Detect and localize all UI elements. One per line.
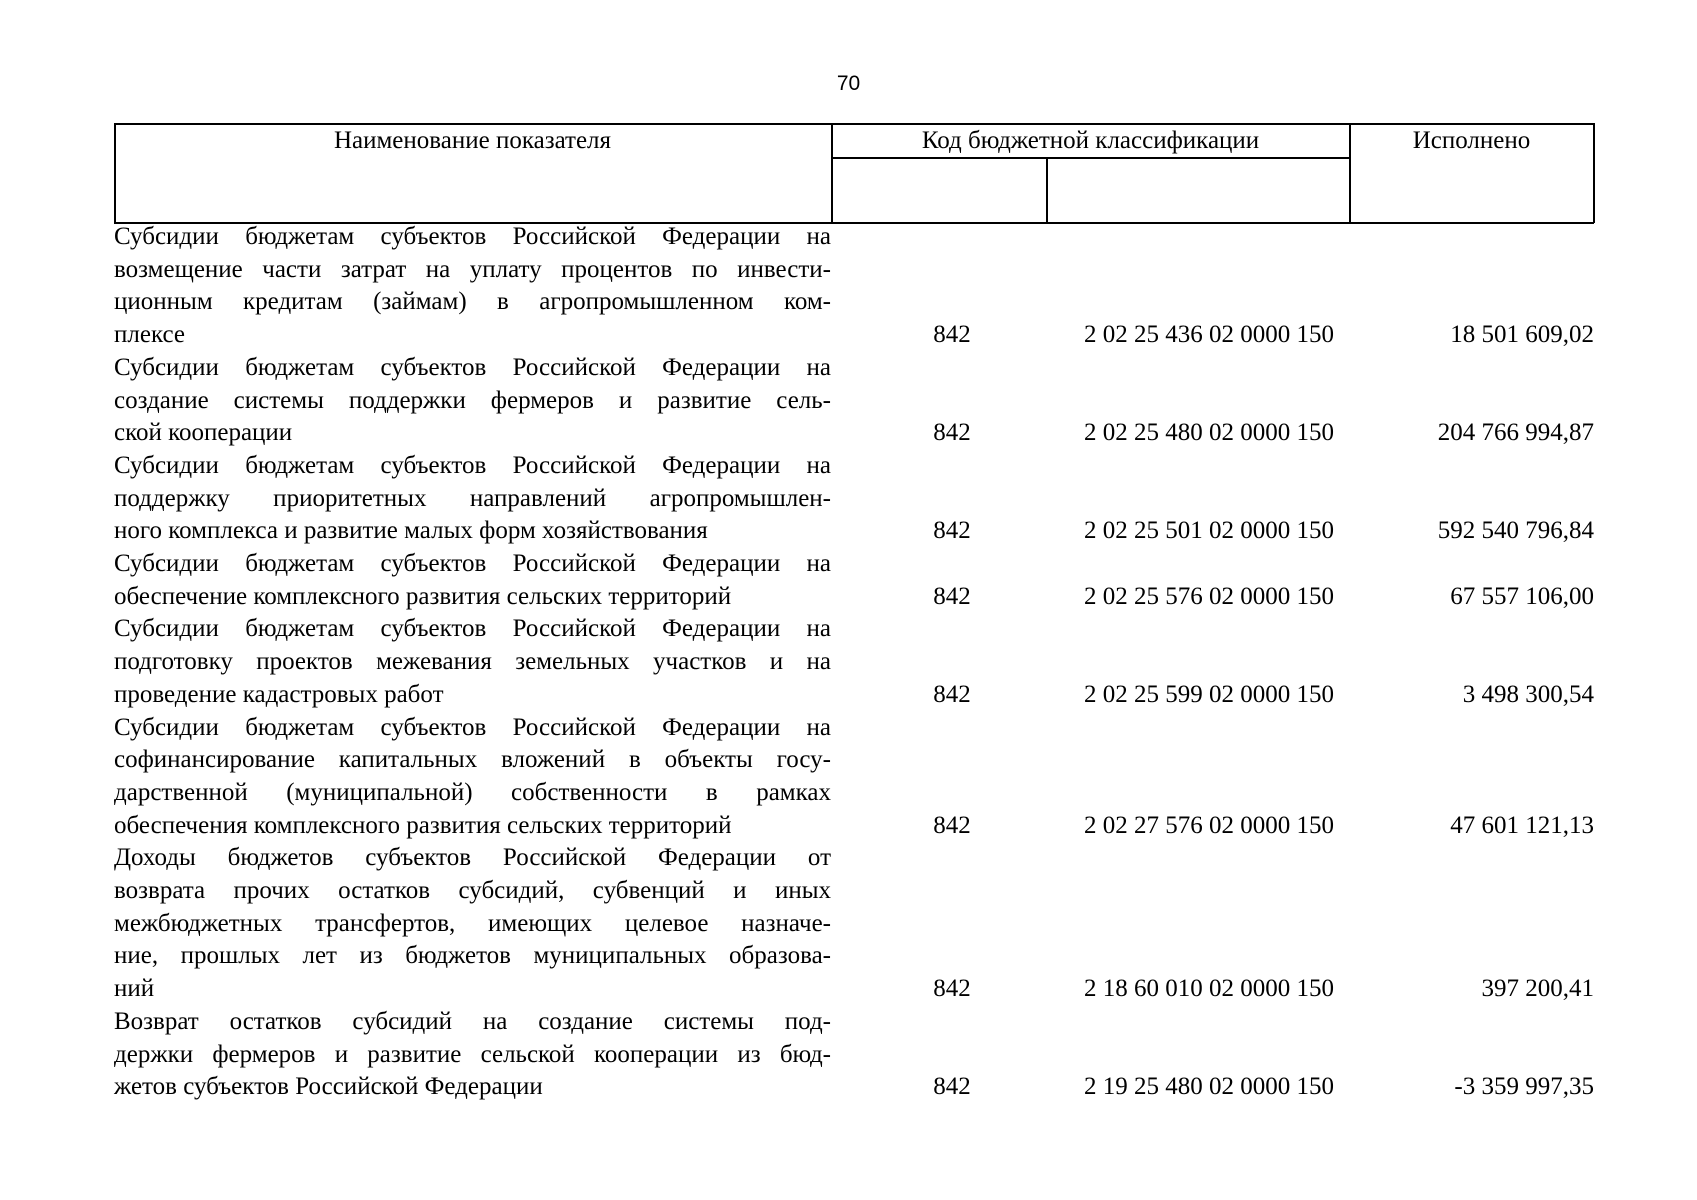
executed-amount: 18 501 609,02: [1450, 321, 1594, 349]
indicator-name-line: возврата прочих остатков субсидий, субвенций и иных: [114, 877, 831, 905]
indicator-name-line: держки фермеров и развитие сельской кооперации из бюд-: [114, 1040, 831, 1068]
header-border-top: [114, 123, 1594, 125]
indicator-name-line: жетов субъектов Российской Федерации: [114, 1073, 543, 1101]
executed-amount: 3 498 300,54: [1462, 680, 1594, 708]
indicator-name-line: ний: [114, 975, 155, 1003]
indicator-name: [114, 352, 831, 450]
admin-code: 842: [933, 680, 971, 708]
indicator-name-line: обеспечения комплексного развития сельских территорий: [114, 811, 732, 839]
header-divider-code-sub: [1046, 157, 1048, 223]
executed-amount: 592 540 796,84: [1437, 517, 1594, 545]
indicator-name-line: возмещение части затрат на уплату процентов по инвести-: [114, 255, 831, 283]
admin-code: 842: [933, 517, 971, 545]
budget-classification-code: 2 19 25 480 02 0000 150: [1084, 1073, 1334, 1101]
indicator-name-line: ние, прошлых лет из бюджетов муниципальных образова-: [114, 942, 831, 970]
indicator-name-line: софинансирование капитальных вложений в объекты госу-: [114, 746, 831, 774]
admin-code: 842: [933, 321, 971, 349]
indicator-name: [114, 221, 831, 352]
indicator-name-line: Субсидии бюджетам субъектов Российской Федерации на: [114, 550, 831, 578]
executed-amount: 204 766 994,87: [1437, 419, 1594, 447]
indicator-name-line: дарственной (муниципальной) собственности в рамках: [114, 778, 831, 806]
indicator-name-line: Субсидии бюджетам субъектов Российской Федерации на: [114, 451, 831, 479]
indicator-name: [114, 1006, 831, 1104]
admin-code: 842: [933, 811, 971, 839]
budget-classification-code: 2 02 27 576 02 0000 150: [1084, 811, 1334, 839]
indicator-name-line: создание системы поддержки фермеров и развитие сель-: [114, 386, 831, 414]
indicator-name: [114, 712, 831, 843]
indicator-name-line: обеспечение комплексного развития сельских территорий: [114, 582, 732, 610]
indicator-name-line: поддержку приоритетных направлений агропромышлен-: [114, 484, 831, 512]
table-row: [114, 613, 1594, 711]
table-row: [114, 450, 1594, 548]
indicator-name: [114, 548, 831, 613]
table-row: [114, 712, 1594, 843]
table-body: [114, 221, 1594, 1104]
indicator-name-line: подготовку проектов межевания земельных участков и на: [114, 648, 831, 676]
indicator-name-line: Субсидии бюджетам субъектов Российской Федерации на: [114, 713, 831, 741]
budget-classification-code: 2 02 25 480 02 0000 150: [1084, 419, 1334, 447]
executed-amount: 397 200,41: [1481, 975, 1594, 1003]
indicator-name-line: межбюджетных трансфертов, имеющих целевое назначе-: [114, 909, 831, 937]
table-row: [114, 842, 1594, 1006]
table-header: [114, 123, 1594, 223]
indicator-name-line: Субсидии бюджетам субъектов Российской Федерации на: [114, 353, 831, 381]
indicator-name-line: Возврат остатков субсидий на создание системы под-: [114, 1007, 831, 1035]
admin-code: 842: [933, 1073, 971, 1101]
header-divider-code-row: [831, 157, 1350, 159]
admin-code: 842: [933, 582, 971, 610]
table-row: [114, 221, 1594, 352]
budget-classification-code: 2 02 25 501 02 0000 150: [1084, 517, 1334, 545]
indicator-name-line: Доходы бюджетов субъектов Российской Федерации от: [114, 844, 831, 872]
budget-classification-code: 2 18 60 010 02 0000 150: [1084, 975, 1334, 1003]
page-number: 70: [836, 72, 861, 95]
indicator-name-line: ционным кредитам (займам) в агропромышленном ком-: [114, 288, 831, 316]
header-name-label: Наименование показателя: [333, 127, 612, 154]
indicator-name: [114, 842, 831, 1006]
header-code-label: Код бюджетной классификации: [921, 127, 1260, 154]
executed-amount: 47 601 121,13: [1450, 811, 1594, 839]
indicator-name-line: ного комплекса и развитие малых форм хозяйствования: [114, 517, 708, 545]
budget-classification-code: 2 02 25 436 02 0000 150: [1084, 321, 1334, 349]
admin-code: 842: [933, 975, 971, 1003]
table-row: [114, 1006, 1594, 1104]
budget-classification-code: 2 02 25 576 02 0000 150: [1084, 582, 1334, 610]
indicator-name-line: проведение кадастровых работ: [114, 680, 444, 708]
executed-amount: -3 359 997,35: [1454, 1073, 1594, 1101]
indicator-name: [114, 450, 831, 548]
table-row: [114, 352, 1594, 450]
indicator-name-line: Субсидии бюджетам субъектов Российской Федерации на: [114, 615, 831, 643]
admin-code: 842: [933, 419, 971, 447]
indicator-name-line: ской кооперации: [114, 419, 293, 447]
indicator-name: [114, 613, 831, 711]
indicator-name-line: плексе: [114, 321, 185, 349]
table-row: [114, 548, 1594, 613]
indicator-name-line: Субсидии бюджетам субъектов Российской Федерации на: [114, 223, 831, 250]
header-executed-label: Исполнено: [1412, 127, 1531, 154]
budget-classification-code: 2 02 25 599 02 0000 150: [1084, 680, 1334, 708]
executed-amount: 67 557 106,00: [1450, 582, 1594, 610]
